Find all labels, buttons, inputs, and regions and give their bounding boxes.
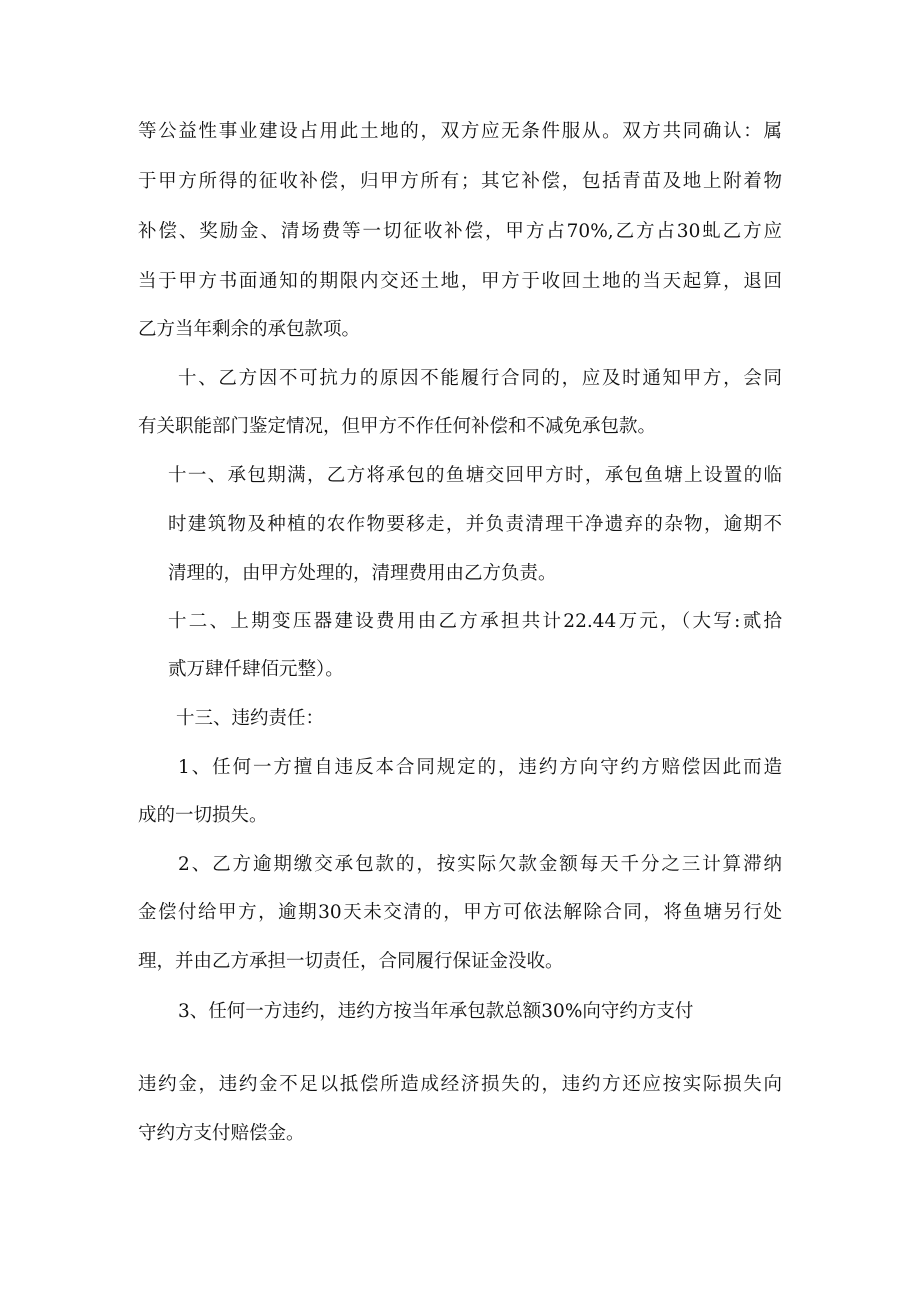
text-line: 当于甲方书面通知的期限内交还土地，甲方于收回土地的当天起算，退回 xyxy=(138,271,782,292)
text-line: 3、任何一方违约，违约方按当年承包款总额30%向守约方支付 xyxy=(178,1001,694,1022)
text-line: 有关职能部门鉴定情况，但甲方不作任何补偿和不减免承包款。 xyxy=(138,416,657,437)
text-line: 清理的，由甲方处理的，清理费用由乙方负责。 xyxy=(168,563,557,584)
text-line: 等公益性事业建设占用此土地的，双方应无条件服从。双方共同确认：属 xyxy=(138,121,782,142)
text-line: 2、乙方逾期缴交承包款的，按实际欠款金额每天千分之三计算滞纳 xyxy=(178,854,782,875)
text-line: 补偿、奖励金、清场费等一切征收补偿，甲方占70%,乙方占30虬乙方应 xyxy=(138,221,782,242)
text-line: 1、任何一方擅自违反本合同规定的，违约方向守约方赔偿因此而造 xyxy=(178,757,782,778)
text-line: 贰万肆仟肆佰元整）。 xyxy=(168,659,344,680)
section-heading: 十三、违约责任： xyxy=(176,708,325,729)
text-line: 违约金，违约金不足以抵偿所造成经济损失的，违约方还应按实际损失向 xyxy=(138,1074,782,1095)
text-line: 十一、承包期满，乙方将承包的鱼塘交回甲方时，承包鱼塘上设置的临 xyxy=(168,465,782,486)
text-line: 理，并由乙方承担一切责任，合同履行保证金没收。 xyxy=(138,951,564,972)
text-line: 成的一切损失。 xyxy=(138,805,268,826)
text-line: 十二、上期变压器建设费用由乙方承担共计22.44万元，（大写:贰拾 xyxy=(168,611,782,632)
text-line: 乙方当年剩余的承包款项。 xyxy=(138,319,361,340)
text-line: 时建筑物及种植的农作物要移走，并负责清理干净遗弃的杂物，逾期不 xyxy=(168,514,782,535)
text-line: 金偿付给甲方，逾期30天未交清的，甲方可依法解除合同，将鱼塘另行处 xyxy=(138,902,782,923)
text-line: 守约方支付赔偿金。 xyxy=(138,1123,305,1144)
text-line: 于甲方所得的征收补偿，归甲方所有；其它补偿，包括青苗及地上附着物 xyxy=(138,171,782,192)
text-line: 十、乙方因不可抗力的原因不能履行合同的，应及时通知甲方，会同 xyxy=(178,368,782,389)
